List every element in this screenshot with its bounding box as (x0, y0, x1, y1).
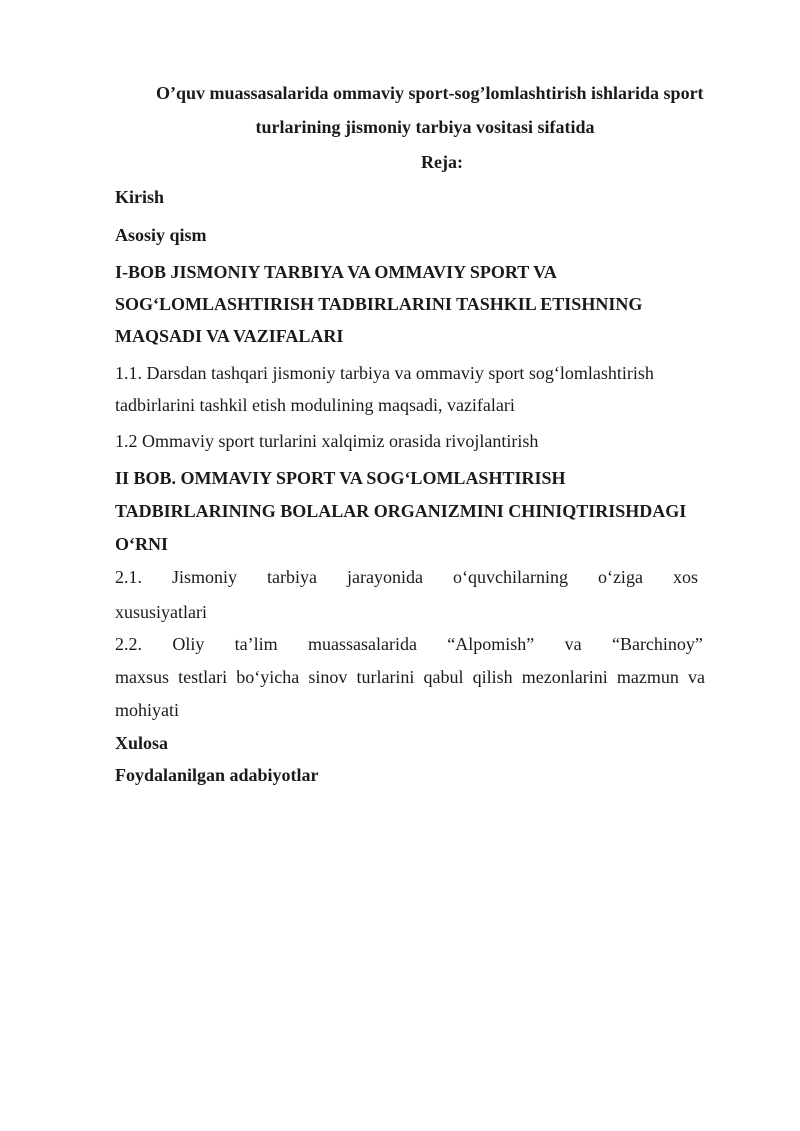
plan-heading: Reja: (421, 152, 463, 172)
chapter-2-line-3: O‘RNI (115, 534, 168, 554)
section-2-2-line-2: maxsus testlari bo‘yicha sinov turlarini qabul qilish mezonlarini mazmun va (115, 667, 705, 687)
section-2-2-word: muassasalarida (308, 634, 417, 654)
document-title-line-1: O’quv muassasalarida ommaviy sport-sog’lomlashtirish ishlarida sport (156, 83, 704, 103)
chapter-1-line-2: SOG‘LOMLASHTIRISH TADBIRLARINI TASHKIL ETISHNING (115, 294, 643, 314)
section-1-2: 1.2 Ommaviy sport turlarini xalqimiz orasida rivojlantirish (115, 431, 539, 451)
section-2-1-word: o‘quvchilarning (452, 567, 568, 587)
conclusion-heading: Xulosa (115, 733, 169, 753)
section-1-1-line-2: tadbirlarini tashkil etish modulining maqsadi, vazifalari (115, 395, 515, 415)
section-2-2-word: 2.2. (115, 634, 142, 654)
section-2-2-word: va (564, 634, 582, 654)
section-2-1-word: 2.1. (115, 567, 142, 587)
section-2-1-word: xos (672, 567, 698, 587)
chapter-1-line-1: I-BOB JISMONIY TARBIYA VA OMMAVIY SPORT VA (115, 262, 557, 282)
section-2-1-word: o‘ziga (597, 567, 643, 587)
section-2-1-line-2: xususiyatlari (115, 602, 207, 622)
main-part-heading: Asosiy qism (115, 225, 207, 245)
document-title-line-2: turlarining jismoniy tarbiya vositasi sifatida (255, 117, 595, 137)
intro-heading: Kirish (115, 187, 165, 207)
references-heading: Foydalanilgan adabiyotlar (115, 765, 319, 785)
chapter-2-line-2: TADBIRLARINING BOLALAR ORGANIZMINI CHINIQTIRISHDAGI (115, 501, 687, 521)
section-2-2-word: Oliy (172, 634, 205, 654)
section-2-1-line-1 (115, 566, 698, 588)
chapter-1-line-3: MAQSADI VA VAZIFALARI (115, 326, 344, 346)
section-2-2-word: “Alpomish” (447, 634, 535, 654)
section-2-2-word: “Barchinoy” (611, 634, 703, 654)
section-2-1-word: tarbiya (267, 567, 317, 587)
section-2-1-word: Jismoniy (172, 567, 238, 587)
section-2-2-word: ta’lim (234, 634, 278, 654)
section-1-1-line-1: 1.1. Darsdan tashqari jismoniy tarbiya va ommaviy sport sog‘lomlashtirish (115, 363, 654, 383)
section-2-1-word: jarayonida (347, 567, 423, 587)
chapter-2-line-1: II BOB. OMMAVIY SPORT VA SOG‘LOMLASHTIRISH (115, 468, 566, 488)
section-2-2-line-1 (115, 633, 703, 655)
section-2-2-line-3: mohiyati (115, 700, 179, 720)
